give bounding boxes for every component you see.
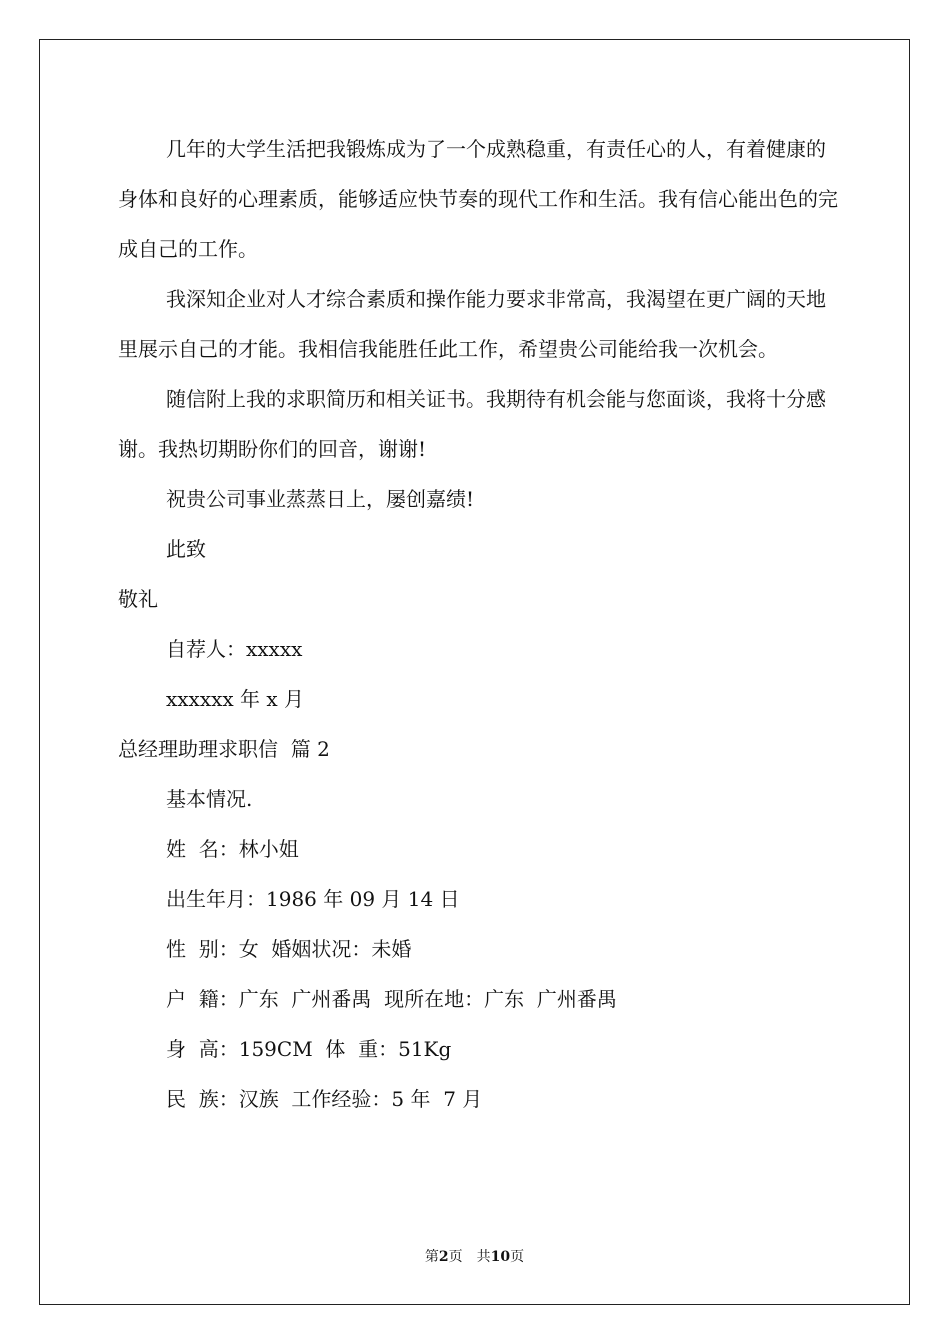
letter-body (118, 124, 838, 1124)
page-suffix: 页 (448, 1249, 463, 1265)
page-prefix: 第 (424, 1249, 439, 1265)
info-height: 身 高：159CM 体 重：51Kg (166, 1037, 452, 1061)
paragraph-2: 我深知企业对人才综合素质和操作能力要求非常高，我渴望在更广阔的天地里展示自己的才能。我相信我能胜任此工作，希望贵公司能给我一次机会。 (118, 287, 826, 361)
info-name: 姓 名：林小姐 (166, 837, 299, 861)
paragraph-4: 祝贵公司事业蒸蒸日上，屡创嘉绩! (166, 487, 475, 511)
signer: 自荐人：xxxxx (166, 637, 303, 661)
info-gender: 性 别：女 婚姻状况：未婚 (166, 937, 412, 961)
paragraph-3: 随信附上我的求职简历和相关证书。我期待有机会能与您面谈，我将十分感谢。我热切期盼你们的回音，谢谢! (118, 387, 826, 461)
document-page (39, 39, 910, 1305)
regards: 敬礼 (118, 587, 158, 611)
total-prefix: 共 (476, 1249, 491, 1265)
page-number: 2 (438, 1249, 449, 1265)
section-title: 总经理助理求职信 篇 2 (118, 737, 330, 761)
page-footer (40, 1246, 909, 1266)
info-birth: 出生年月：1986 年 09 月 14 日 (166, 887, 460, 911)
salutation: 此致 (166, 537, 206, 561)
info-domicile: 户 籍：广东 广州番禺 现所在地：广东 广州番禺 (166, 987, 617, 1011)
paragraph-1: 几年的大学生活把我锻炼成为了一个成熟稳重，有责任心的人，有着健康的身体和良好的心理素质，能够适应快节奏的现代工作和生活。我有信心能出色的完成自己的工作。 (118, 137, 838, 261)
basic-info-heading: 基本情况. (166, 787, 253, 811)
total-suffix: 页 (510, 1249, 525, 1265)
info-ethnicity: 民 族：汉族 工作经验：5 年 7 月 (166, 1087, 483, 1111)
letter-date: xxxxxx 年 x 月 (166, 687, 305, 711)
total-pages: 10 (490, 1249, 511, 1265)
